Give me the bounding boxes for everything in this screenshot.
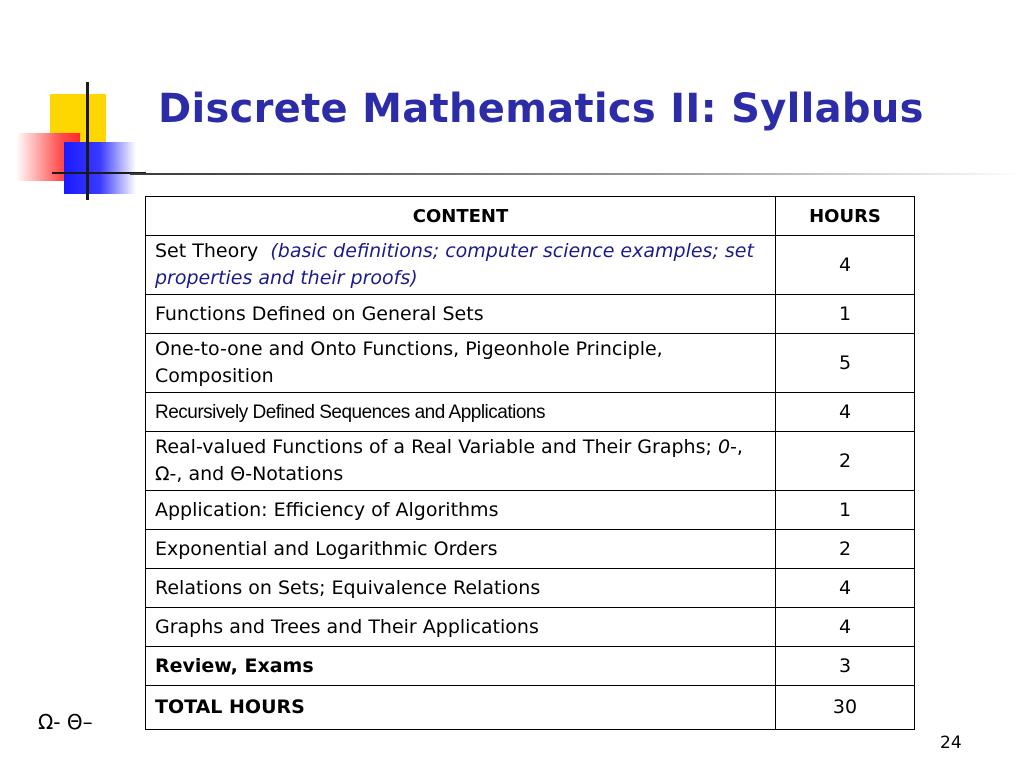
stray-glyphs: Ω- Θ– (38, 710, 93, 734)
hours-cell: 2 (776, 530, 915, 569)
table-row (146, 491, 915, 530)
table-row (146, 393, 915, 432)
table-row (146, 647, 915, 686)
hours-cell: 1 (776, 295, 915, 334)
hours-cell: 2 (776, 432, 915, 491)
syllabus-table (145, 196, 915, 730)
table-row (146, 530, 915, 569)
content-cell: Application: Efficiency of Algorithms (146, 491, 776, 530)
topic-text: Set Theory (155, 240, 259, 262)
hours-cell: 4 (776, 569, 915, 608)
slide-title: Discrete Mathematics II: Syllabus (158, 86, 924, 132)
hours-cell: 4 (776, 236, 915, 295)
table-header-row (146, 197, 915, 236)
hours-cell: 1 (776, 491, 915, 530)
hours-cell: 3 (776, 647, 915, 686)
total-row (146, 686, 915, 730)
hours-cell: 4 (776, 393, 915, 432)
content-cell: Relations on Sets; Equivalence Relations (146, 569, 776, 608)
title-underline (130, 173, 1024, 175)
notation-sep: -, (730, 436, 743, 458)
notation-omega: Ω (155, 463, 170, 485)
table-row (146, 236, 915, 295)
content-cell: One-to-one and Onto Functions, Pigeonhole Principle, Composition (146, 334, 776, 393)
logo-blue-square (64, 142, 136, 194)
content-cell (146, 432, 776, 491)
content-header: CONTENT (146, 197, 776, 236)
content-cell: Graphs and Trees and Their Applications (146, 608, 776, 647)
table-row (146, 608, 915, 647)
topic-text: Real-valued Functions of a Real Variable and Their Graphs; (155, 436, 712, 458)
table-row (146, 334, 915, 393)
total-hours: 30 (776, 686, 915, 730)
hours-header: HOURS (776, 197, 915, 236)
notation-theta: Θ (230, 463, 246, 485)
total-label: TOTAL HOURS (146, 686, 776, 730)
content-cell (146, 236, 776, 295)
topic-detail: (basic definitions; computer science examples; set properties and their proofs) (155, 240, 754, 289)
content-cell: Exponential and Logarithmic Orders (146, 530, 776, 569)
slide-logo-icon (0, 0, 160, 210)
hours-cell: 5 (776, 334, 915, 393)
table-row (146, 569, 915, 608)
content-cell: Review, Exams (146, 647, 776, 686)
notation-zero: 0 (717, 436, 731, 458)
notation-sep: -, and (169, 463, 225, 485)
notation-sep: -Notations (245, 463, 344, 485)
hours-cell: 4 (776, 608, 915, 647)
logo-vertical-line (86, 82, 89, 200)
content-cell: Functions Defined on General Sets (146, 295, 776, 334)
table-row (146, 432, 915, 491)
table-row (146, 295, 915, 334)
content-cell: Recursively Defined Sequences and Applications (146, 393, 776, 432)
page-number: 24 (940, 733, 962, 753)
